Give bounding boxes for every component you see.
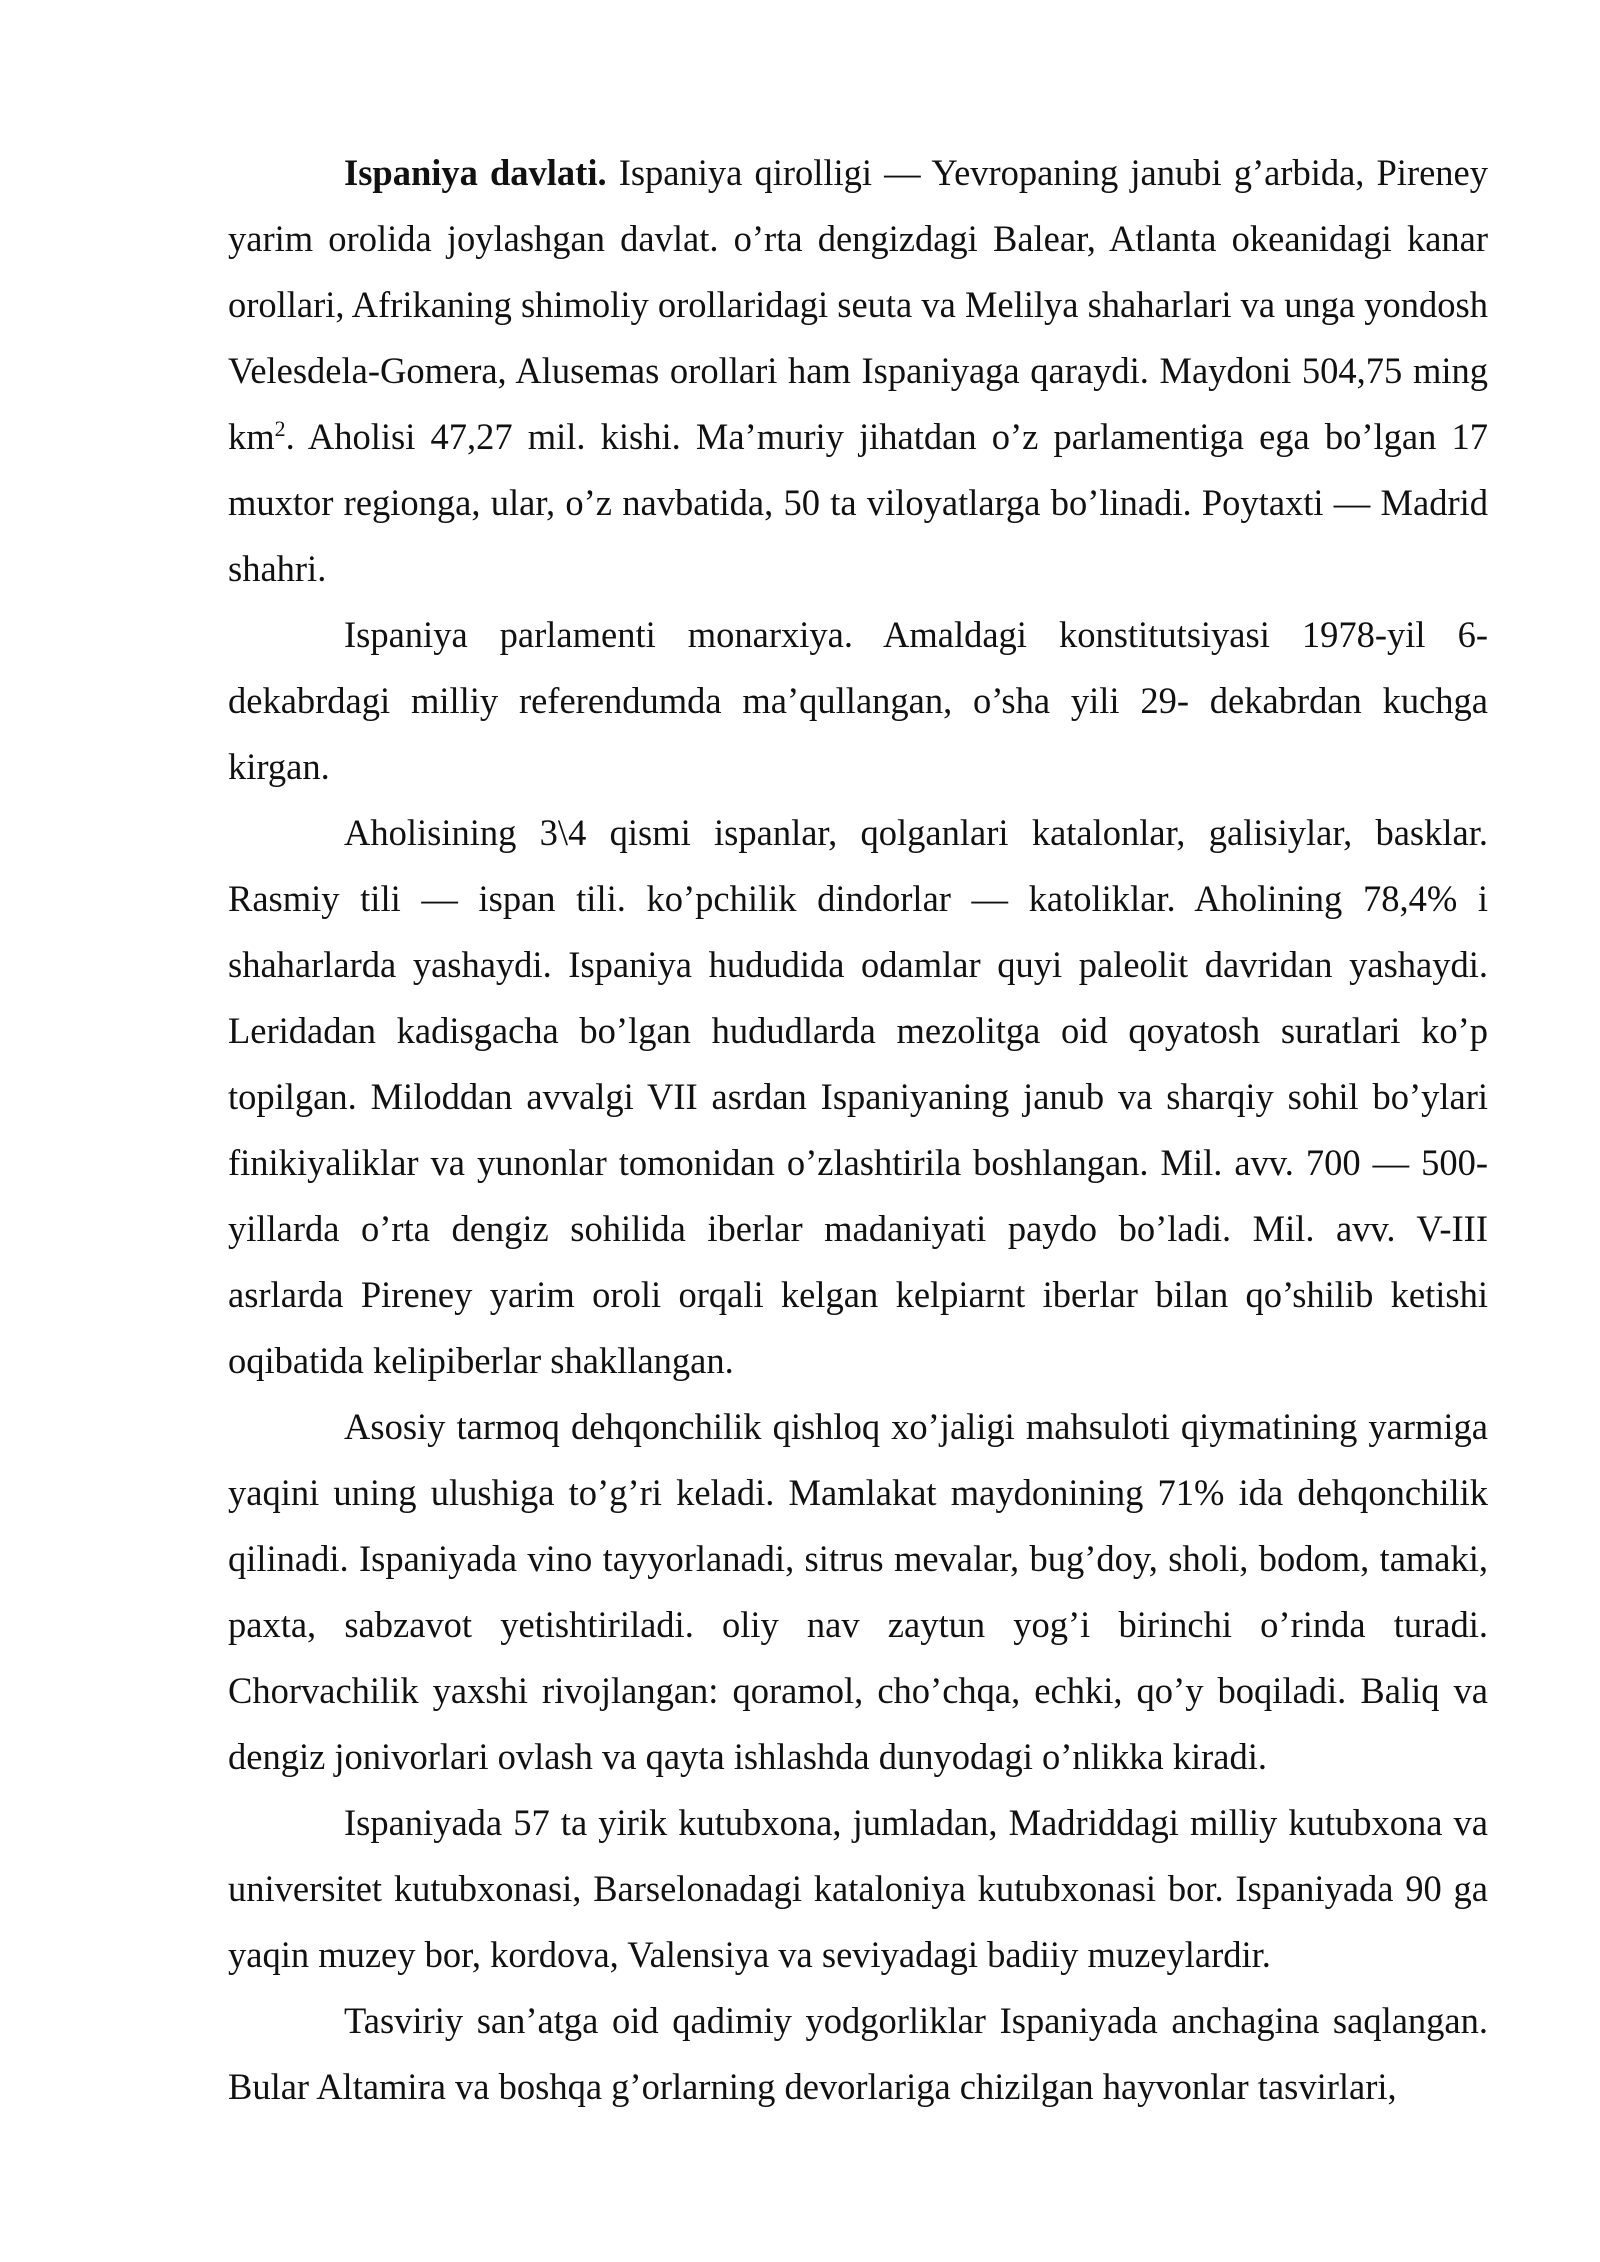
paragraph-population-history: Aholisining 3\4 qismi ispanlar, qolganlari katalonlar, galisiylar, basklar. Rasmiy tili — ispan tili. ko’pchilik dindorlar — katoliklar. Aholining 78,4% i shaharlarda yashaydi. Ispaniya hududida odamlar quyi paleolit davridan yashaydi. Leridadan kadisgacha bo’lgan hududlarda mezolitga oid qoyatosh suratlari ko’p topilgan. Miloddan avvalgi VII asrdan Ispaniyaning janub va sharqiy sohil bo’ylari finikiyaliklar va yunonlar tomonidan o’zlashtirila boshlangan. Mil. avv. 700 — 500-yillarda o’rta dengiz sohilida iberlar madaniyati paydo bo’ladi. Mil. avv. V-III asrlarda Pireney yarim oroli orqali kelgan kelpiarnt iberlar bilan qo’shilib ketishi oqibatida kelipiberlar shakllangan. (228, 812, 1488, 1381)
superscript: 2 (274, 415, 286, 441)
paragraph-intro (228, 140, 1488, 602)
section-heading: Ispaniya davlati. (344, 152, 607, 193)
paragraph-intro-text-a: Ispaniya qirolligi — Yevropaning janubi g’arbida, Pireney yarim orolida joylashgan davlat. o’rta dengizdagi Balear, Atlanta okeanidagi kanar orollari, Afrikaning shimoliy orollaridagi seuta va Melilya shaharlari va unga yondosh Velesdela-Gomera, Alusemas orollari ham Ispaniyaga qaraydi. Maydoni 504,75 ming km (228, 152, 1489, 457)
document-page (228, 140, 1488, 2120)
paragraph-economy: Asosiy tarmoq dehqonchilik qishloq xo’jaligi mahsuloti qiymatining yarmiga yaqini uning ulushiga to’g’ri keladi. Mamlakat maydonining 71% ida dehqonchilik qilinadi. Ispaniyada vino tayyorlanadi, sitrus mevalar, bug’doy, sholi, bodom, tamaki, paxta, sabzavot yetishtiriladi. oliy nav zaytun yog’i birinchi o’rinda turadi. Chorvachilik yaxshi rivojlangan: qoramol, cho’chqa, echki, qo’y boqiladi. Baliq va dengiz jonivorlari ovlash va qayta ishlashda dunyodagi o’nlikka kiradi. (228, 1406, 1488, 1777)
paragraph-government: Ispaniya parlamenti monarxiya. Amaldagi konstitutsiyasi 1978-yil 6-dekabrdagi milliy referendumda ma’qullangan, o’sha yili 29- dekabrdan kuchga kirgan. (228, 614, 1488, 787)
paragraph-fine-arts: Tasviriy san’atga oid qadimiy yodgorliklar Ispaniyada anchagina saqlangan. Bular Altamira va boshqa g’orlarning devorlariga chizilgan hayvonlar tasvirlari, (228, 2000, 1488, 2107)
paragraph-intro-text-b: . Aholisi 47,27 mil. kishi. Ma’muriy jihatdan o’z parlamentiga ega bo’lgan 17 muxtor regionga, ular, o’z navbatida, 50 ta viloyatlarga bo’linadi. Poytaxti — Madrid shahri. (228, 416, 1488, 589)
paragraph-libraries-museums: Ispaniyada 57 ta yirik kutubxona, jumladan, Madriddagi milliy kutubxona va universitet kutubxonasi, Barselonadagi kataloniya kutubxonasi bor. Ispaniyada 90 ga yaqin muzey bor, kordova, Valensiya va seviyadagi badiiy muzeylardir. (228, 1802, 1488, 1975)
